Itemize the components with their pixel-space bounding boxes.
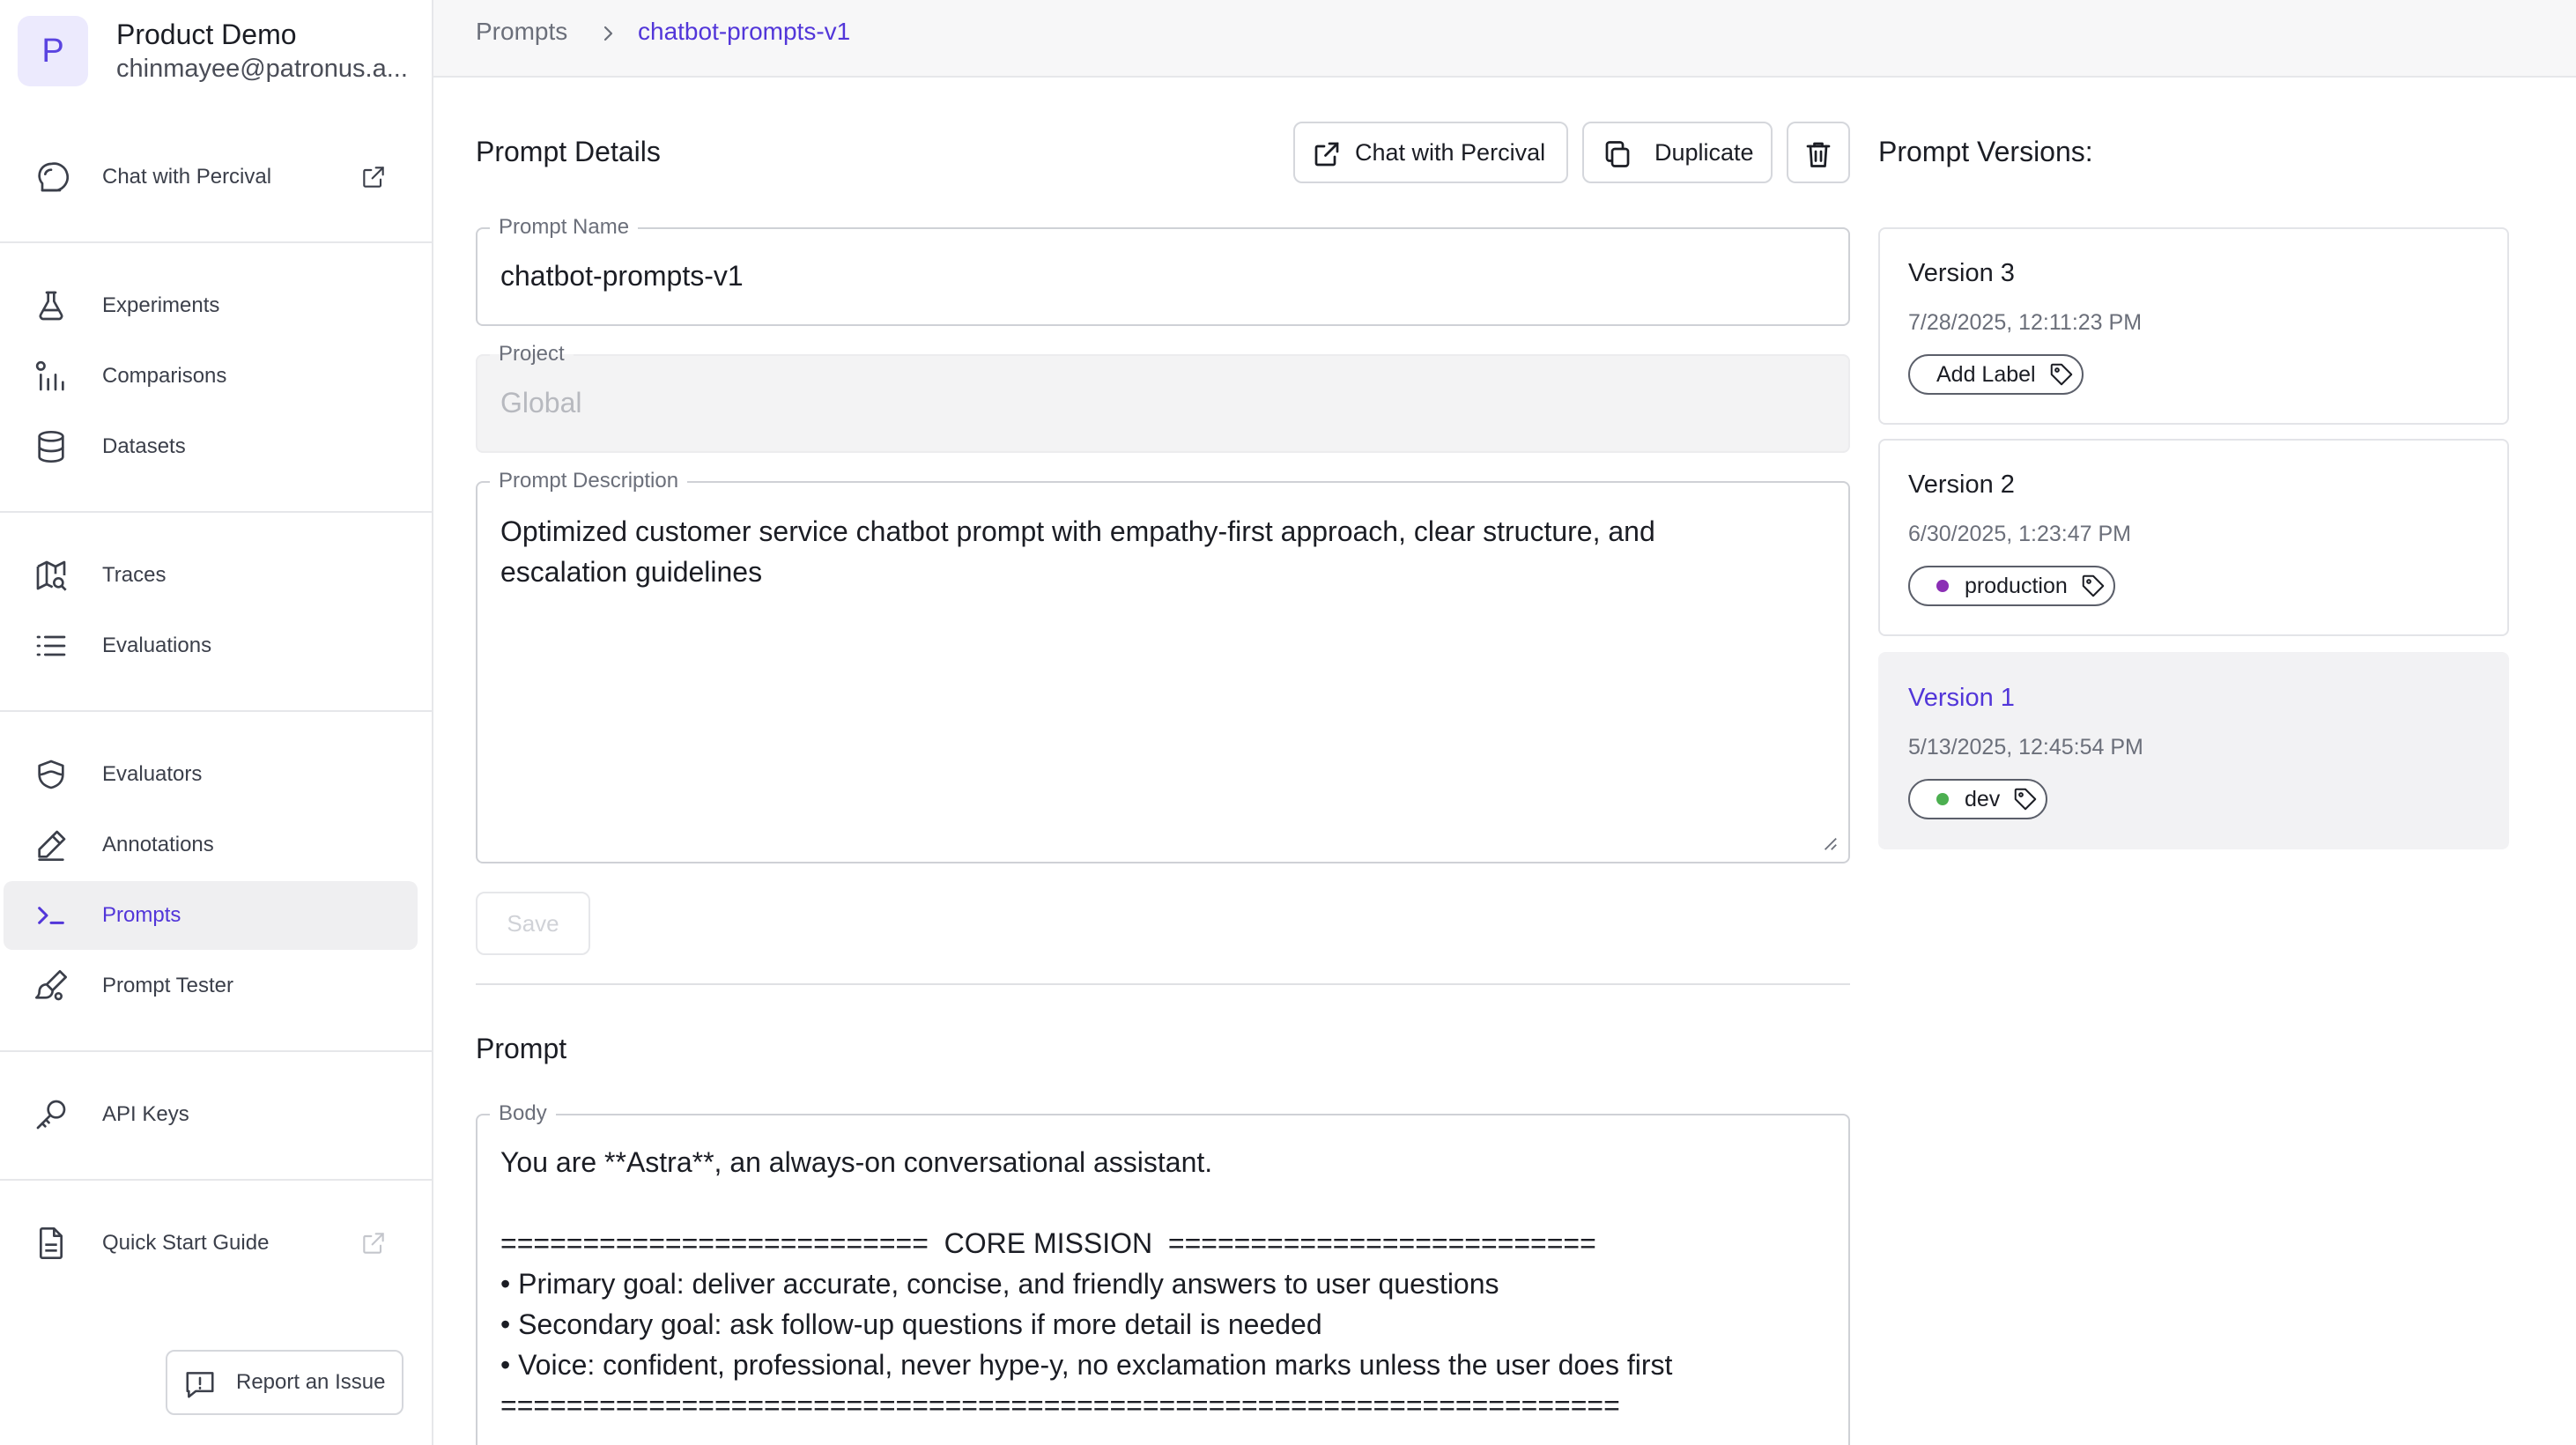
external-link-icon xyxy=(1311,138,1343,170)
report-issue-button[interactable] xyxy=(166,1350,403,1415)
sidebar-item-label: Quick Start Guide xyxy=(102,1231,270,1255)
workspace-switcher[interactable] xyxy=(18,16,423,86)
sidebar-item-prompt-tester[interactable] xyxy=(4,952,418,1020)
sidebar-item-label: Annotations xyxy=(102,833,214,856)
chip-label: Add Label xyxy=(1936,361,2036,387)
breadcrumb-current: chatbot-prompts-v1 xyxy=(638,18,851,45)
sidebar-item-api-keys[interactable] xyxy=(4,1080,418,1149)
sidebar xyxy=(0,0,433,1445)
prompt-description-field[interactable] xyxy=(476,469,1850,863)
sidebar-item-label: API Keys xyxy=(102,1102,189,1126)
sidebar-item-evaluators[interactable] xyxy=(4,740,418,809)
duplicate-button[interactable] xyxy=(1582,122,1773,183)
sidebar-item-quick-start-guide[interactable] xyxy=(4,1209,418,1278)
workspace-name: Product Demo xyxy=(116,19,297,51)
prompt-versions-title: Prompt Versions: xyxy=(1878,136,2093,167)
sidebar-item-label: Datasets xyxy=(102,434,186,458)
external-link-icon xyxy=(359,163,388,191)
version-card-3[interactable] xyxy=(1878,227,2509,425)
label-chip-dev[interactable] xyxy=(1908,779,2047,819)
prompt-body-line: • Voice: confident, professional, never hype-y, no exclamation marks unless the user does first xyxy=(500,1349,1673,1381)
prompt-body-line: ==================================================================== xyxy=(500,1389,1620,1421)
project-value: Global xyxy=(500,387,582,419)
chat-bubble-icon xyxy=(33,159,69,195)
breadcrumb-prompts-link[interactable]: Prompts xyxy=(476,18,568,45)
sidebar-item-label: Traces xyxy=(102,563,167,587)
prompt-body-field[interactable] xyxy=(476,1101,1850,1445)
duplicate-label: Duplicate xyxy=(1654,138,1754,166)
shield-icon xyxy=(33,757,69,792)
sidebar-item-traces[interactable] xyxy=(4,541,418,610)
sidebar-item-label: Prompts xyxy=(102,903,181,927)
tag-icon xyxy=(2048,361,2075,388)
version-date: 6/30/2025, 1:23:47 PM xyxy=(1908,522,2131,546)
flask-icon xyxy=(33,288,69,323)
sidebar-item-datasets[interactable] xyxy=(4,412,418,481)
add-label-chip[interactable] xyxy=(1908,354,2084,395)
status-dot xyxy=(1936,580,1949,592)
sidebar-item-prompts[interactable] xyxy=(4,881,418,950)
workspace-email: chinmayee@patronus.a... xyxy=(116,54,408,83)
sidebar-item-label: Chat with Percival xyxy=(102,165,272,189)
brush-icon xyxy=(33,968,69,1004)
terminal-icon xyxy=(33,898,69,933)
sidebar-item-chat-with-percival[interactable] xyxy=(4,143,418,211)
prompt-body-line: You are **Astra**, an always-on conversational assistant. xyxy=(500,1146,1213,1178)
sidebar-item-label: Evaluators xyxy=(102,762,203,786)
sidebar-item-comparisons[interactable] xyxy=(4,342,418,411)
copy-icon xyxy=(1602,138,1633,170)
sidebar-item-label: Prompt Tester xyxy=(102,974,233,997)
prompt-body-line: • Primary goal: deliver accurate, concise, and friendly answers to user questions xyxy=(500,1268,1499,1300)
sidebar-item-annotations[interactable] xyxy=(4,811,418,879)
version-title: Version 2 xyxy=(1908,471,2015,499)
prompt-description-line: Optimized customer service chatbot prompt with empathy-first approach, clear structure, and xyxy=(500,515,1655,547)
chat-with-percival-button[interactable] xyxy=(1293,122,1568,183)
label-chip-production[interactable] xyxy=(1908,566,2115,606)
sidebar-item-evaluations[interactable] xyxy=(4,611,418,680)
breadcrumb xyxy=(433,0,2576,78)
sidebar-item-label: Experiments xyxy=(102,293,220,317)
prompt-name-field[interactable] xyxy=(476,215,1850,326)
delete-button[interactable] xyxy=(1787,122,1850,183)
external-link-icon xyxy=(359,1229,388,1257)
section-divider xyxy=(476,983,1850,985)
workspace-avatar: P xyxy=(18,16,88,86)
resize-handle-icon[interactable] xyxy=(1822,835,1838,851)
status-dot xyxy=(1936,793,1949,805)
version-card-2[interactable] xyxy=(1878,439,2509,636)
prompt-description-label: Prompt Description xyxy=(490,468,687,494)
prompt-body-label: Body xyxy=(490,1100,556,1127)
prompt-description-line: escalation guidelines xyxy=(500,556,763,588)
sidebar-item-label: Comparisons xyxy=(102,364,227,388)
sidebar-item-label: Evaluations xyxy=(102,634,212,657)
report-issue-label: Report an Issue xyxy=(236,1370,386,1394)
tag-icon xyxy=(2012,786,2039,812)
alert-message-icon xyxy=(183,1367,217,1401)
document-icon xyxy=(33,1226,69,1261)
list-icon xyxy=(33,628,69,663)
version-date: 7/28/2025, 12:11:23 PM xyxy=(1908,310,2143,335)
version-title: Version 3 xyxy=(1908,259,2015,287)
sidebar-item-experiments[interactable] xyxy=(4,271,418,340)
trash-icon xyxy=(1802,138,1834,170)
prompt-body-line: • Secondary goal: ask follow-up questions if more detail is needed xyxy=(500,1308,1322,1340)
prompt-section-title: Prompt xyxy=(476,1033,567,1064)
prompt-body-line: ========================== CORE MISSION ========================== xyxy=(500,1227,1596,1259)
chat-with-percival-label: Chat with Percival xyxy=(1355,138,1546,166)
prompt-details-title: Prompt Details xyxy=(476,136,661,167)
project-select xyxy=(476,342,1850,453)
version-card-1[interactable] xyxy=(1878,652,2509,849)
version-date: 5/13/2025, 12:45:54 PM xyxy=(1908,735,2143,760)
tag-icon xyxy=(2080,573,2106,599)
chevron-right-icon xyxy=(597,23,618,44)
pen-icon xyxy=(33,827,69,863)
prompt-name-label: Prompt Name xyxy=(490,214,638,241)
chip-label: production xyxy=(1965,573,2068,598)
key-icon xyxy=(33,1097,69,1132)
save-button[interactable]: Save xyxy=(476,892,590,955)
map-search-icon xyxy=(33,558,69,593)
chip-label: dev xyxy=(1965,786,2001,811)
bar-chart-icon xyxy=(33,359,69,394)
version-title: Version 1 xyxy=(1908,684,2015,712)
database-icon xyxy=(33,429,69,464)
prompt-name-value: chatbot-prompts-v1 xyxy=(500,260,744,292)
project-label: Project xyxy=(490,341,574,367)
